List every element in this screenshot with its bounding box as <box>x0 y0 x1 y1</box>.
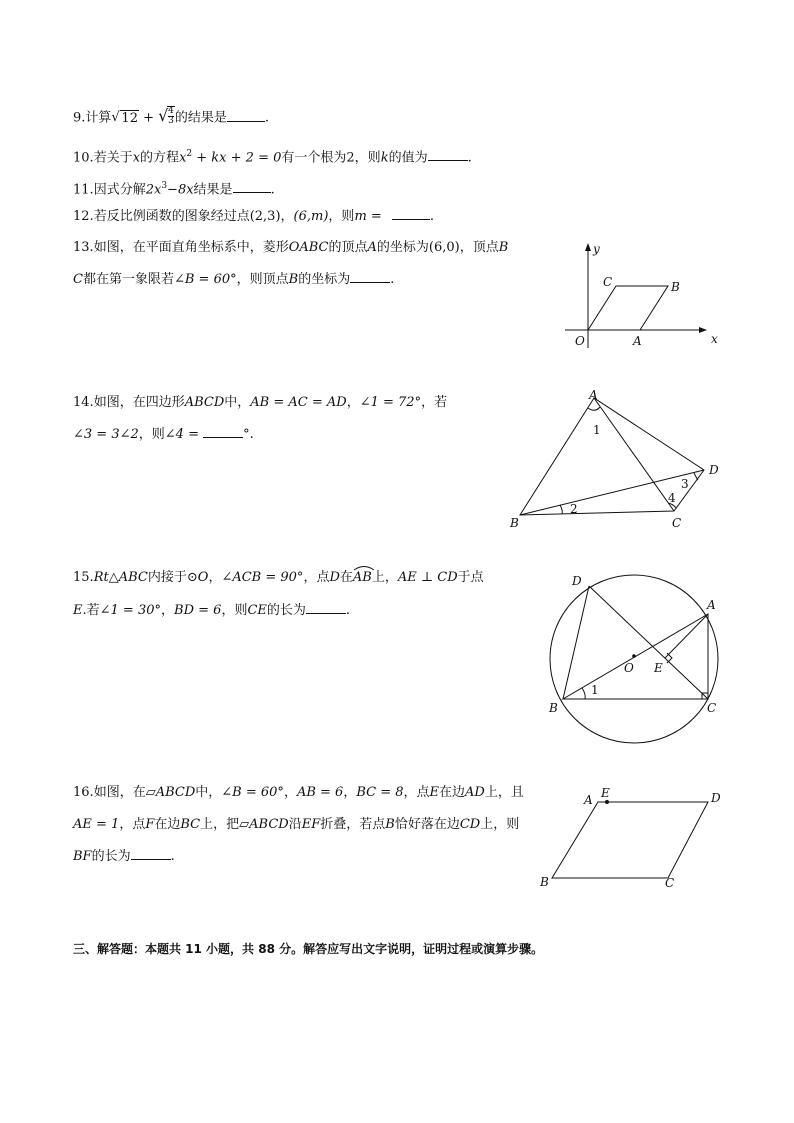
label-c: C <box>665 876 675 890</box>
label-b: B <box>671 280 680 294</box>
q16-text-11: 恰好落在边 <box>394 817 460 832</box>
q16-text-4: 在边 <box>439 785 466 800</box>
q16-e: E <box>429 785 440 800</box>
q16-bc: BC = 8 <box>356 785 404 800</box>
label-angle-4: 4 <box>668 491 676 505</box>
q14-angle-3: ∠3 = 3∠2 <box>73 427 139 442</box>
q16-text-12: 上，则 <box>480 817 520 832</box>
q12-point-1: (2,3) <box>249 209 281 224</box>
q10-number: 10. <box>73 150 94 166</box>
q16-text-2: 中， <box>195 785 222 800</box>
q15-figure <box>540 570 735 750</box>
q12-text-1: 若反比例函数的图象经过点 <box>93 209 250 224</box>
label-a: A <box>707 598 716 612</box>
circle-dot-icon: ⊙ <box>186 570 198 585</box>
question-12 <box>73 207 434 226</box>
label-a: A <box>589 388 598 402</box>
label-b: B <box>549 701 558 715</box>
q15-arc <box>353 569 372 587</box>
label-e: E <box>654 661 663 675</box>
q15-text-4: 上， <box>371 570 398 585</box>
label-b: B <box>510 516 519 530</box>
q10-text-3: 有一个根为 <box>281 150 347 166</box>
chord-cd <box>589 586 708 699</box>
q13-answer-blank[interactable] <box>350 270 390 283</box>
q13-text-6: ，则顶点 <box>236 272 289 287</box>
question-11 <box>73 177 275 199</box>
label-b: B <box>540 875 549 889</box>
label-a: A <box>633 334 642 348</box>
circle-o <box>550 575 718 743</box>
angle-3-arc <box>694 473 698 480</box>
q12-point-2: (6,m) <box>293 209 329 224</box>
q16-cd: CD <box>459 817 481 832</box>
label-angle-1: 1 <box>593 423 601 437</box>
q16-answer-blank[interactable] <box>131 847 171 860</box>
q14-number: 14. <box>73 395 94 410</box>
q13-text-2: 的顶点 <box>328 240 368 255</box>
q16-text-3: ，点 <box>403 785 430 800</box>
q16-angle-b: ∠B = 60° <box>221 785 284 800</box>
label-o: O <box>575 334 585 348</box>
q13-text-1: 如图，在平面直角坐标系中，菱形 <box>93 240 289 255</box>
q10-period: . <box>467 150 472 166</box>
q16-figure <box>535 785 730 895</box>
label-angle-3: 3 <box>681 477 689 491</box>
q10-text-1: 若关于 <box>93 150 133 166</box>
q15-number: 15. <box>73 570 94 585</box>
q15-d: D <box>329 570 340 585</box>
q15-angle-acb: ∠ACB = 90° <box>221 570 304 585</box>
q15-text-8: 的长为 <box>266 603 306 618</box>
q15-triangle-symbol: △ <box>108 570 119 585</box>
center-dot <box>632 654 636 658</box>
q15-o: O <box>197 570 209 585</box>
q12-sep: ， <box>280 209 294 224</box>
q15-text-2: ，点 <box>303 570 330 585</box>
q13-a: A <box>367 240 377 255</box>
q16-period: . <box>170 849 175 864</box>
q13-figure <box>560 238 725 350</box>
q9-frac-den: 3 <box>168 116 174 126</box>
q15-text-6: .若 <box>82 603 100 618</box>
q16-text-10: 折叠，若点 <box>320 817 386 832</box>
q12-answer-blank[interactable] <box>392 207 430 220</box>
angle-1-arc <box>582 688 585 699</box>
q10-text-5: 的值为 <box>388 150 428 166</box>
q16-text-9: 沿 <box>288 817 302 832</box>
q13-number: 13. <box>73 240 94 255</box>
q14-angle-4: ∠4 = <box>164 427 204 442</box>
question-15 <box>73 569 484 587</box>
y-axis-arrow <box>585 243 591 251</box>
q16-ae: AE = 1 <box>73 817 120 832</box>
q11-period: . <box>270 182 275 198</box>
label-c: C <box>672 516 682 530</box>
chord-bd <box>563 586 589 699</box>
q16-text-6: ，点 <box>119 817 146 832</box>
q16-ab: AB = 6 <box>296 785 344 800</box>
q13-b2: B <box>288 272 299 287</box>
question-10 <box>73 145 472 167</box>
q15-answer-blank[interactable] <box>306 601 346 614</box>
point-e <box>605 800 609 804</box>
label-a: A <box>584 793 593 807</box>
label-e: E <box>601 786 610 800</box>
q12-var-m: m = <box>354 209 386 224</box>
label-y: y <box>593 242 600 256</box>
q11-expr-sup: 3 <box>161 181 168 191</box>
q13-text-7: 的坐标为 <box>298 272 351 287</box>
q9-plus: + <box>143 110 155 126</box>
label-d: D <box>572 574 582 588</box>
q13-text-5: 都在第一象限若 <box>82 272 174 287</box>
q14-text-4: ，则 <box>138 427 165 442</box>
q9-text-1: 计算 <box>85 110 112 126</box>
q16-number: 16. <box>73 785 94 800</box>
q16-f: F <box>145 817 155 832</box>
label-angle-2: 2 <box>570 502 578 516</box>
q14-degree: °. <box>243 427 254 442</box>
q13-period: . <box>390 272 395 287</box>
q13-oabc: OABC <box>288 240 329 255</box>
question-14-line-2 <box>73 425 254 444</box>
q16-parallelogram: ▱ABCD <box>145 785 196 800</box>
label-d: D <box>709 463 719 477</box>
parallelogram-abcd <box>552 802 708 878</box>
q11-text-1: 因式分解 <box>93 182 146 198</box>
q16-ef: EF <box>301 817 321 832</box>
q15-ae-perp-cd: AE ⊥ CD <box>397 570 458 585</box>
q15-e: E <box>73 603 83 618</box>
q16-parallelogram-2: ▱ABCD <box>239 817 289 832</box>
q10-equation: + kx + 2 = 0 <box>192 150 282 166</box>
q11-number: 11. <box>73 182 94 198</box>
q13-c: C <box>73 272 83 287</box>
question-14 <box>73 394 447 412</box>
q11-expr-a: 2x <box>145 182 162 198</box>
q12-number: 12. <box>73 209 94 224</box>
label-c: C <box>603 275 613 289</box>
q10-answer-blank[interactable] <box>428 148 468 161</box>
question-13 <box>73 239 508 257</box>
q14-equal-sides: AB = AC = AD <box>250 395 347 410</box>
q9-text-2: 的结果是 <box>174 110 227 126</box>
label-o: O <box>624 661 634 675</box>
q16-text-8: 上，把 <box>200 817 240 832</box>
q15-period: . <box>345 603 351 618</box>
q14-angle-1: ∠1 = 72° <box>359 395 422 410</box>
label-angle-1: 1 <box>591 683 599 697</box>
q9-number: 9. <box>73 110 86 126</box>
q15-rt: Rt <box>93 570 109 585</box>
q14-sep: ， <box>346 395 360 410</box>
q16-sep-2: ， <box>343 785 357 800</box>
q12-period: . <box>429 209 435 224</box>
question-16-line-2 <box>73 816 519 834</box>
q15-ce: CE <box>247 603 267 618</box>
q9-frac-num: 4 <box>168 106 174 116</box>
q15-text-1: 内接于 <box>147 570 187 585</box>
q14-text-1: 如图，在四边形 <box>93 395 185 410</box>
question-9 <box>73 108 269 128</box>
q16-bc-2: BC <box>180 817 201 832</box>
question-15-line-2 <box>73 601 350 620</box>
q11-expr-b: −8x <box>167 182 194 198</box>
q16-text-13: 的长为 <box>91 849 131 864</box>
question-16-line-3 <box>73 847 175 866</box>
q10-eq-sup: 2 <box>186 149 193 159</box>
q16-b: B <box>385 817 395 832</box>
q16-text-5: 上，且 <box>484 785 524 800</box>
angle-1-arc <box>588 407 600 410</box>
q13-text-4: ，顶点 <box>459 240 499 255</box>
q12-text-2: ，则 <box>328 209 355 224</box>
arc-icon <box>353 565 375 571</box>
q10-text-2: 的方程 <box>140 150 180 166</box>
q13-angle: ∠B = 60° <box>173 272 237 287</box>
q9-answer-blank[interactable] <box>227 109 265 122</box>
q9-sqrt-frac <box>158 106 175 126</box>
q9-sqrt <box>111 110 139 128</box>
q10-var-x: x <box>132 150 141 166</box>
q14-answer-blank[interactable] <box>203 425 243 438</box>
q9-period: . <box>264 110 270 126</box>
q15-abc: ABC <box>118 570 148 585</box>
q14-text-3: ，若 <box>421 395 448 410</box>
label-x: x <box>711 332 718 346</box>
rhombus-oabc <box>588 286 668 330</box>
q13-text-3: 的坐标为 <box>376 240 429 255</box>
q10-var-k: k <box>380 150 389 166</box>
q15-text-3: 在 <box>339 570 353 585</box>
angle-2-arc <box>560 505 562 514</box>
q16-text-7: 在边 <box>154 817 181 832</box>
section-3-heading: 三、解答题：本题共 11 小题，共 88 分。解答应写出文字说明，证明过程或演算步骤。 <box>73 942 544 956</box>
q15-text-7: ，则 <box>221 603 248 618</box>
q14-figure <box>505 390 725 535</box>
q10-eq-x: x <box>179 150 187 166</box>
q10-root: 2 <box>346 150 355 166</box>
q11-answer-blank[interactable] <box>233 180 271 193</box>
quad-abdc <box>520 398 704 515</box>
sqrt-sign: √ <box>158 106 169 125</box>
q16-ad: AD <box>465 785 485 800</box>
q10-text-4: ，则 <box>354 150 381 166</box>
q14-text-2: 中， <box>224 395 251 410</box>
q15-arc-label: AB <box>352 570 372 585</box>
sqrt-sign: √ <box>111 109 120 125</box>
q9-sqrt-arg: 12 <box>121 110 138 126</box>
q15-sep: ， <box>208 570 222 585</box>
q15-sep-2: ， <box>161 603 175 618</box>
q13-coord: (6,0) <box>428 240 460 255</box>
question-13-line-2 <box>73 270 394 289</box>
q16-text-1: 如图，在 <box>93 785 146 800</box>
q15-angle-1: ∠1 = 30° <box>99 603 162 618</box>
q14-abcd: ABCD <box>184 395 225 410</box>
q15-bd: BD = 6 <box>174 603 222 618</box>
q15-text-5: 于点 <box>457 570 484 585</box>
x-axis-arrow <box>699 327 707 333</box>
q16-bf: BF <box>73 849 92 864</box>
q13-b: B <box>498 240 509 255</box>
label-c: C <box>707 701 717 715</box>
q11-text-2: 结果是 <box>193 182 233 198</box>
label-d: D <box>711 791 721 805</box>
question-16 <box>73 784 524 802</box>
q16-sep-1: ， <box>283 785 297 800</box>
